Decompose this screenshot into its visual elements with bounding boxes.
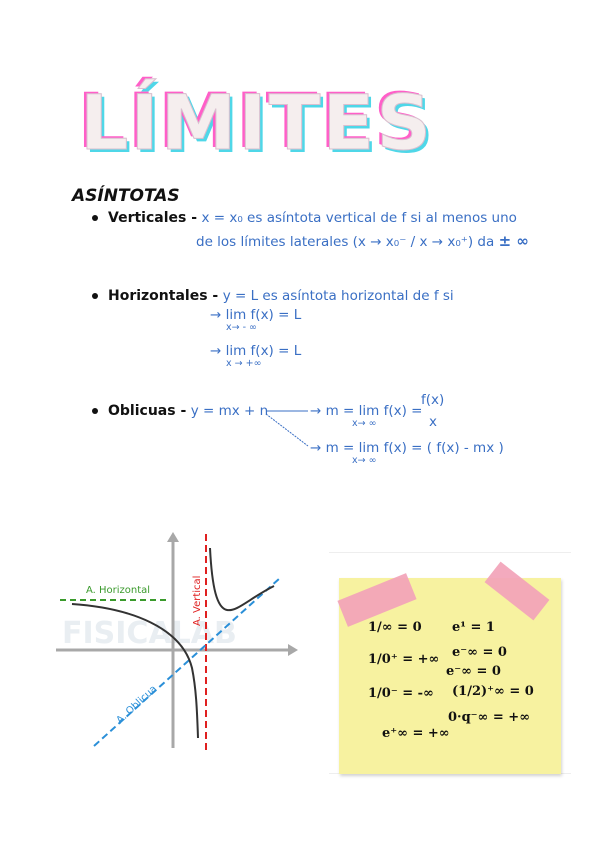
oblicuas-m1-den: x xyxy=(429,414,437,430)
bullet-dot xyxy=(92,408,98,414)
graph-watermark: FISICALAB xyxy=(62,616,237,651)
verticales-line1: x = x₀ es asíntota vertical de f si al menos uno xyxy=(201,210,517,226)
oblicuas-m1-sub: x→ ∞ xyxy=(352,418,377,429)
horizontales-lim1-sub: x→ - ∞ xyxy=(226,322,257,333)
bullet-horizontales xyxy=(92,288,454,304)
label-oblicua: A. Oblicua xyxy=(114,683,160,727)
label-horizontal: A. Horizontal xyxy=(86,585,151,596)
horizontales-lim1: → lim f(x) = L xyxy=(210,307,302,323)
note-item-8: 0·q⁻∞ = +∞ xyxy=(448,710,531,725)
oblicuas-m2: → m = lim f(x) = ( f(x) - mx ) xyxy=(310,440,504,456)
note-item-7: (1/2)⁺∞ = 0 xyxy=(452,684,534,699)
bullet-verticales xyxy=(92,210,517,226)
verticales-line2-wrap xyxy=(196,232,529,250)
note-item-4: e⁻∞ = 0 xyxy=(452,645,507,660)
verticales-line2: de los límites laterales (x → x₀⁻ / x → x₀⁺) da xyxy=(196,234,495,250)
oblicuas-m2-sub: x→ ∞ xyxy=(352,455,377,466)
oblicuas-m1: → m = lim f(x) = xyxy=(310,403,423,419)
pm-infinity: ± ∞ xyxy=(498,232,529,250)
horizontales-lim2: → lim f(x) = L xyxy=(210,343,302,359)
curve-right-branch xyxy=(210,548,274,610)
page-title: LÍMITES xyxy=(80,78,434,167)
horizontales-line1: y = L es asíntota horizontal de f si xyxy=(222,288,454,304)
note-item-2: e¹ = 1 xyxy=(452,620,495,635)
horizontales-label: Horizontales - xyxy=(108,288,219,304)
bullet-dot xyxy=(92,215,98,221)
note-item-3: 1/0⁺ = +∞ xyxy=(368,652,440,667)
note-item-6: 1/0⁻ = -∞ xyxy=(368,686,434,701)
oblicuas-eq: y = mx + n xyxy=(190,403,269,419)
arrow-line-bottom xyxy=(266,414,308,446)
label-vertical: A. Vertical xyxy=(192,575,203,626)
note-item-5: e⁻∞ = 0 xyxy=(446,664,501,679)
note-item-1: 1/∞ = 0 xyxy=(368,620,422,635)
y-axis-arrow xyxy=(167,532,179,542)
oblicuas-m1-num: f(x) xyxy=(421,392,445,408)
bullet-dot xyxy=(92,293,98,299)
oblicuas-label: Oblicuas - xyxy=(108,403,187,419)
horizontales-lim2-sub: x → +∞ xyxy=(226,358,262,369)
section-title: ASÍNTOTAS xyxy=(72,186,180,206)
asymptotes-graph xyxy=(52,528,302,750)
bullet-oblicuas xyxy=(92,403,268,419)
x-axis-arrow xyxy=(288,644,298,656)
verticales-label: Verticales - xyxy=(108,210,198,226)
note-item-9: e⁺∞ = +∞ xyxy=(382,726,450,741)
